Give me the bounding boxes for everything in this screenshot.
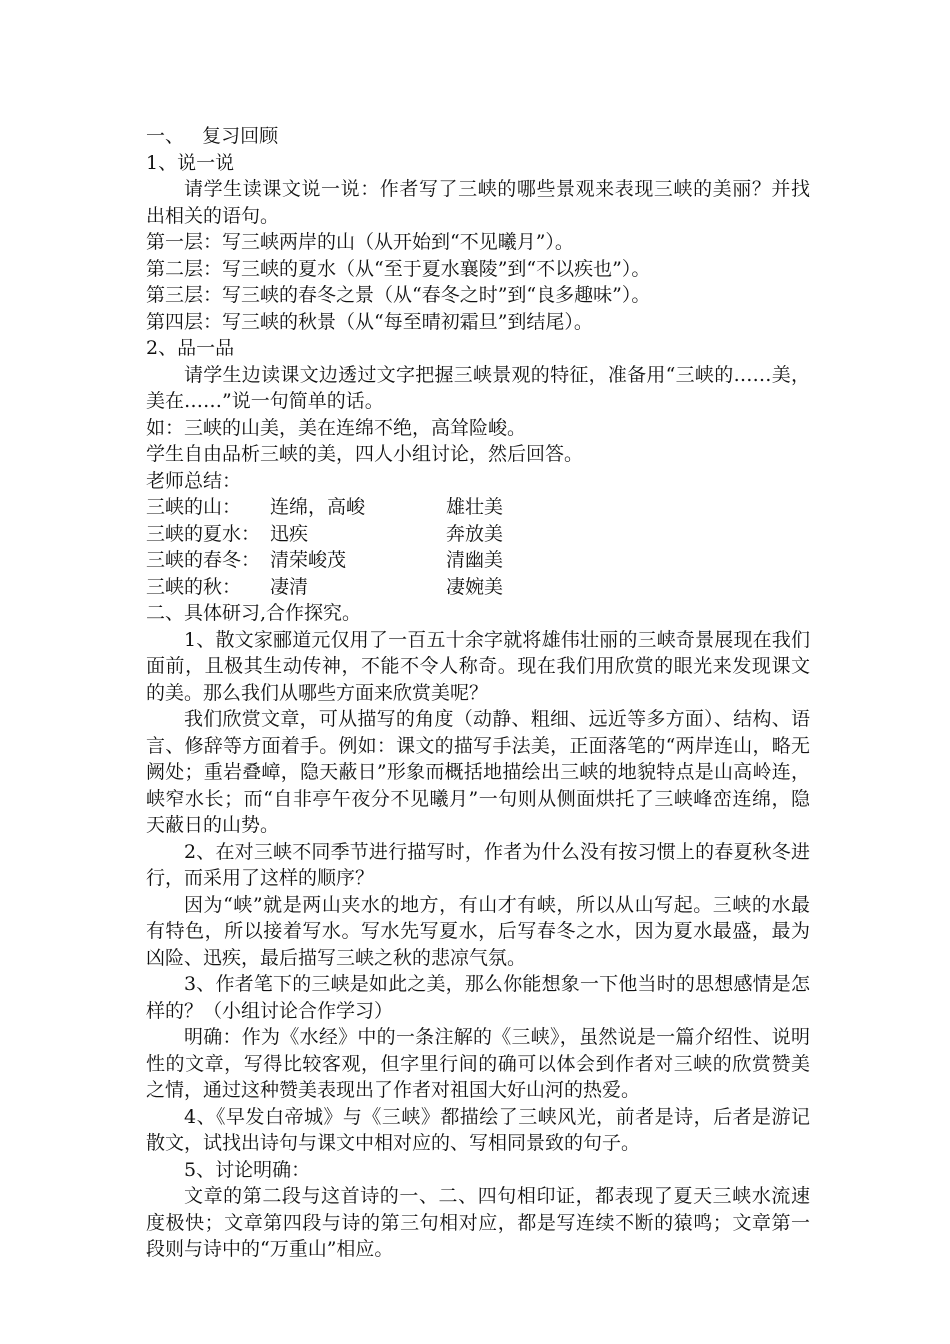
example-sentence: 如：三峡的山美，美在连绵不绝，高耸险峻。 [146,416,527,439]
study-paragraph-4: 因为“峡”就是两山夹水的地方，有山才有峡，所以从山写起。三峡的水最有特色，所以接着写水。写水先写夏水，后写春冬之水，因为夏水最盛，最为凶险、迅疾，最后描写三峡之秋的悲凉气氛。 [146,893,810,969]
study-paragraph-3: 2、在对三峡不同季节进行描写时，作者为什么没有按习惯上的春夏秋冬进行，而采用了这样的顺序？ [146,840,810,889]
subheading-appreciate: 2、品一品 [146,337,235,359]
layer-2: 第二层：写三峡的夏水（从“至于夏水襄陵”到“不以疾也”）。 [146,257,651,280]
study-paragraph-2: 我们欣赏文章，可从描写的角度（动静、粗细、远近等多方面）、结构、语言、修辞等方面着手。例如：课文的描写手法美，正面落笔的“两岸连山，略无阙处；重岩叠嶂，隐天蔽日”形象而概括地描绘出三峡的地貌特点是山高岭连，峡窄水长；而“自非亭午夜分不见曦月”一句则从侧面烘托了三峡峰峦连绵，隐天蔽日的山势。 [146,708,810,836]
study-paragraph-1: 1、散文家郦道元仅用了一百五十余字就将雄伟壮丽的三峡奇景展现在我们面前，且极其生动传神，不能不令人称奇。现在我们用欣赏的眼光来发现课文的美。那么我们从哪些方面来欣赏美呢？ [146,628,810,704]
summary-beauty: 清幽美 [446,549,504,571]
summary-beauty: 凄婉美 [446,575,504,598]
study-paragraph-9: 文章的第二段与这首诗的一、二、四句相印证，都表现了夏天三峡水流速度极快；文章第四段与诗的第三句相对应，都是写连续不断的猿鸣；文章第一段则与诗中的“万重山”相应。 [146,1185,810,1260]
layer-3: 第三层：写三峡的春冬之景（从“春冬之时”到“良多趣味”）。 [146,284,651,306]
summary-subject: 三峡的夏水： [146,522,261,545]
summary-trait: 迅疾 [270,522,309,545]
study-paragraph-6: 明确：作为《水经》中的一条注解的《三峡》，虽然说是一篇介绍性、说明性的文章，写得比较客观，但字里行间的确可以体会到作者对三峡的欣赏赞美之情，通过这种赞美表现出了作者对祖国大好山河的热爱。 [146,1026,810,1101]
activity-text: 学生自由品析三峡的美，四人小组讨论，然后回答。 [146,443,584,465]
document-page [146,123,810,1263]
summary-row [146,521,810,548]
summary-row [146,574,810,601]
summary-subject: 三峡的春冬： [146,549,261,571]
summary-trait: 清荣峻茂 [270,549,347,571]
subheading-say: 1、说一说 [146,151,235,174]
section-heading-review: 一、 复习回顾 [146,125,279,147]
layer-1: 第一层：写三峡两岸的山（从开始到“不见曦月”）。 [146,231,574,253]
summary-beauty: 雄壮美 [446,496,504,518]
prompt-say: 请学生读课文说一说：作者写了三峡的哪些景观来表现三峡的美丽？并找出相关的语句。 [146,178,810,227]
summary-label: 老师总结： [146,469,242,492]
section-heading-study: 二、具体研习,合作探究。 [146,602,362,624]
summary-beauty: 奔放美 [446,522,504,545]
summary-row [146,547,810,574]
study-paragraph-8: 5、讨论明确： [184,1158,311,1181]
summary-subject: 三峡的山： [146,496,242,518]
study-paragraph-5: 3、作者笔下的三峡是如此之美，那么你能想象一下他当时的思想感情是怎样的？（小组讨论合作学习） [146,973,810,1022]
study-paragraph-7: 4、《早发白帝城》与《三峡》都描绘了三峡风光，前者是诗，后者是游记散文，试找出诗句与课文中相对应的、写相同景致的句子。 [146,1105,810,1154]
summary-trait: 连绵，高峻 [270,496,366,518]
summary-row [146,494,810,521]
layer-4: 第四层：写三峡的秋景（从“每至晴初霜旦”到结尾）。 [146,310,593,333]
summary-trait: 凄清 [270,575,309,598]
prompt-appreciate: 请学生边读课文边透过文字把握三峡景观的特征，准备用“三峡的……美，美在……”说一句简单的话。 [146,363,810,412]
summary-subject: 三峡的秋： [146,575,242,598]
